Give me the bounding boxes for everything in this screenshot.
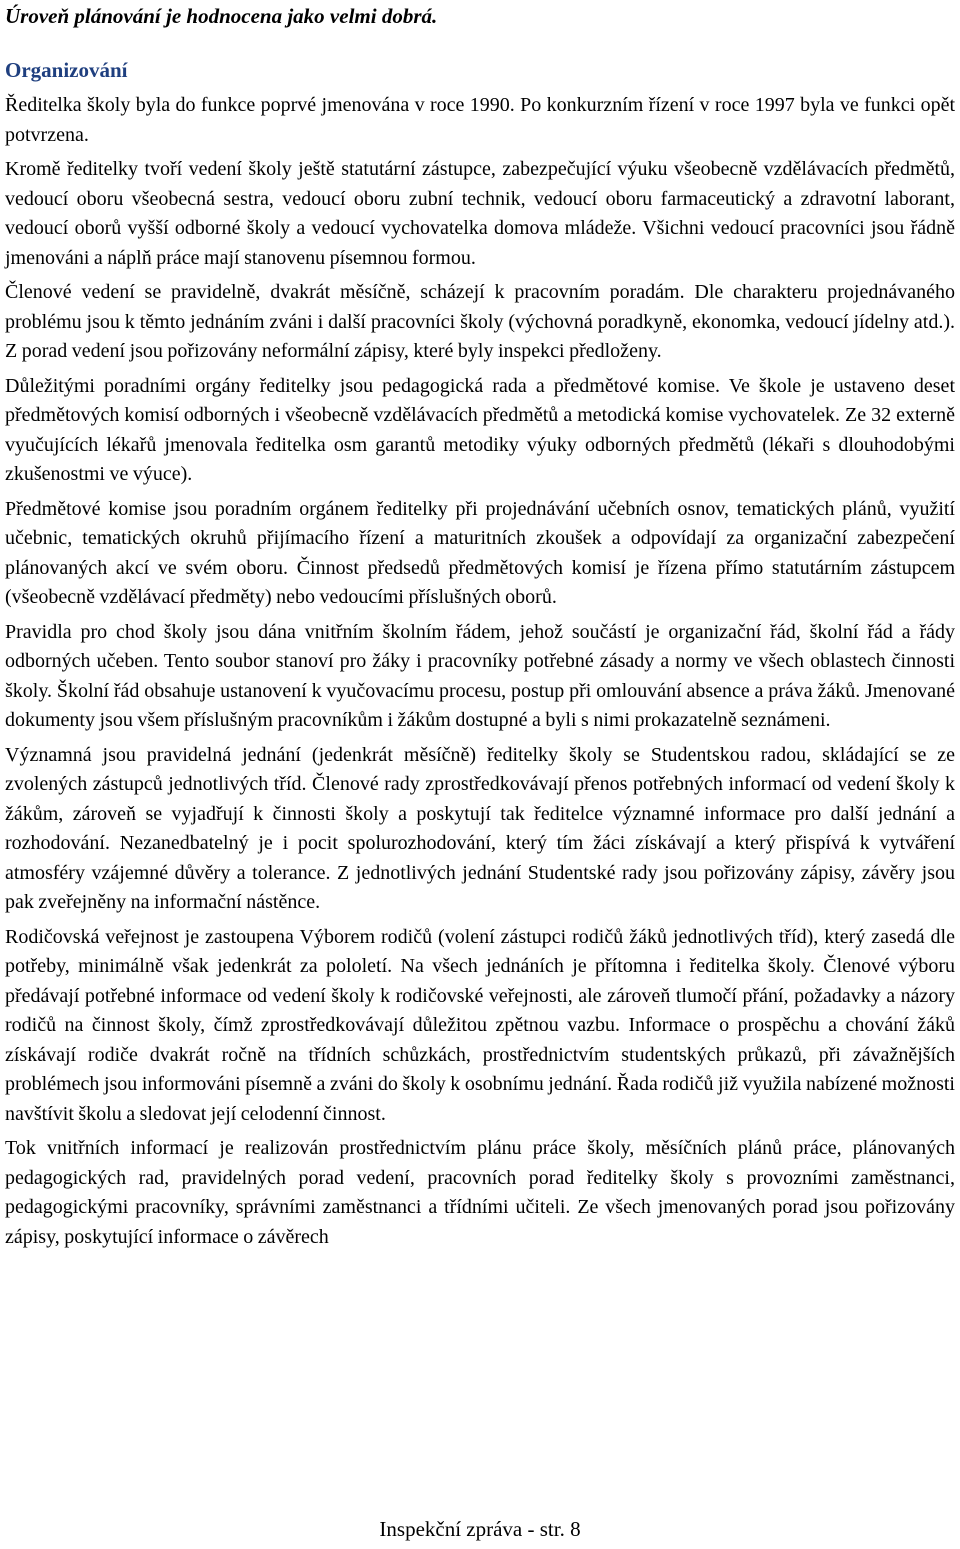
paragraph-subject-committees: Předmětové komise jsou poradním orgánem ředitelky při projednávání učebních osnov, tematických plánů, využití učebnic, tematických okruhů přijímacího řízení a maturitních zkoušek a odpovídají za organizační zabezpečení plánovaných akcí ve svém oboru. Činnost předsedů předmětových komisí je řízena přímo statutárním zástupcem (všeobecně vzdělávací předměty) nebo vedoucími příslušných oborů. (5, 497, 955, 608)
paragraph-internal-information: Tok vnitřních informací je realizován prostřednictvím plánu práce školy, měsíčních plánů práce, plánovaných pedagogických rad, pravidelných porad vedení, pracovních porad ředitelky školy s provozními zaměstnanci, pedagogickými pracovníky, správními zaměstnanci a třídními učiteli. Ze všech jmenovaných porad jsou pořizovány zápisy, poskytující informace o závěrech (5, 1137, 955, 1248)
document-page (5, 0, 955, 1257)
paragraph-management-meetings: Členové vedení se pravidelně, dvakrát měsíčně, scházejí k pracovním poradám. Dle charakteru projednávaného problému jsou k těmto jednáním zváni i další pracovníci školy (výchovná poradkyně, ekonomka, vedoucí jídelny atd.). Z porad vedení jsou pořizovány neformální zápisy, které byly inspekci předloženy. (5, 281, 955, 362)
paragraph-student-council: Významná jsou pravidelná jednání (jedenkrát měsíčně) ředitelky školy se Studentskou radou, skládající se ze zvolených zástupců jednotlivých tříd. Členové rady zprostředkovávají přenos potřebných informací od vedení školy k žákům, zároveň se vyjadřují k činnosti školy a poskytují tak ředitelce významné informace pro další jednání a rozhodování. Nezanedbatelný je i pocit spolurozhodování, který tím žáci získávají a který přispívá k vytváření atmosféry vzájemné důvěry a tolerance. Z jednotlivých jednání Studentské rady jsou pořizovány zápisy, závěry jsou pak zveřejněny na informační nástěnce. (5, 743, 955, 913)
paragraph-director-appointment: Ředitelka školy byla do funkce poprvé jmenována v roce 1990. Po konkurzním řízení v roce 1997 byla ve funkci opět potvrzena. (5, 94, 955, 146)
section-heading: Organizování (5, 57, 128, 82)
paragraph-parents-committee: Rodičovská veřejnost je zastoupena Výborem rodičů (volení zástupci rodičů žáků jednotlivých tříd), který zasedá dle potřeby, minimálně však jedenkrát za pololetí. Na všech jednáních je přítomna i ředitelka školy. Členové výboru předávají potřebné informace od vedení školy k rodičovské veřejnosti, ale zároveň tlumočí přání, požadavky a názory rodičů na činnost školy, čímž zprostředkovávají důležitou zpětnou vazbu. Informace o prospěchu a chování žáků získávají rodiče dvakrát ročně na třídních schůzkách, prostřednictvím studentských průkazů, při závažnějších problémech jsou informováni písemně a zváni do školy k osobnímu jednání. Řada rodičů již využila nabízené možnosti navštívit školu a sledovat její celodenní činnost. (5, 925, 955, 1125)
paragraph-advisory-bodies: Důležitými poradními orgány ředitelky jsou pedagogická rada a předmětové komise. Ve škole je ustaveno deset předmětových komisí odborných i všeobecně vzdělávacích předmětů a metodická komise vychovatelek. Ze 32 externě vyučujících lékařů jmenovala ředitelka osm garantů metodiky výuky odborných předmětů (lékaři s dlouhodobými zkušenostmi ve výuce). (5, 374, 955, 485)
paragraph-school-management: Kromě ředitelky tvoří vedení školy ještě statutární zástupce, zabezpečující výuku všeobecně vzdělávacích předmětů, vedoucí oboru všeobecná sestra, vedoucí oboru zubní technik, vedoucí oboru farmaceutický a zdravotní laborant, vedoucí oborů vyšší odborné školy a vedoucí vychovatelka domova mládeže. Všichni vedoucí pracovníci jsou řádně jmenováni a náplň práce mají stanovenu písemnou formou. (5, 158, 955, 269)
page-footer: Inspekční zpráva - str. 8 (379, 1517, 581, 1541)
paragraph-school-rules: Pravidla pro chod školy jsou dána vnitřním školním řádem, jehož součástí je organizační řád, školní řád a řády odborných učeben. Tento soubor stanoví pro žáky i pracovníky potřebné zásady a normy ve všech oblastech činnosti školy. Školní řád obsahuje ustanovení k vyučovacímu procesu, postup při omlouvání absence a práva žáků. Jmenované dokumenty jsou všem příslušným pracovníkům i žákům dostupné a byli s nimi prokazatelně seznámeni. (5, 620, 955, 731)
summary-line: Úroveň plánování je hodnocena jako velmi dobrá. (5, 4, 438, 28)
